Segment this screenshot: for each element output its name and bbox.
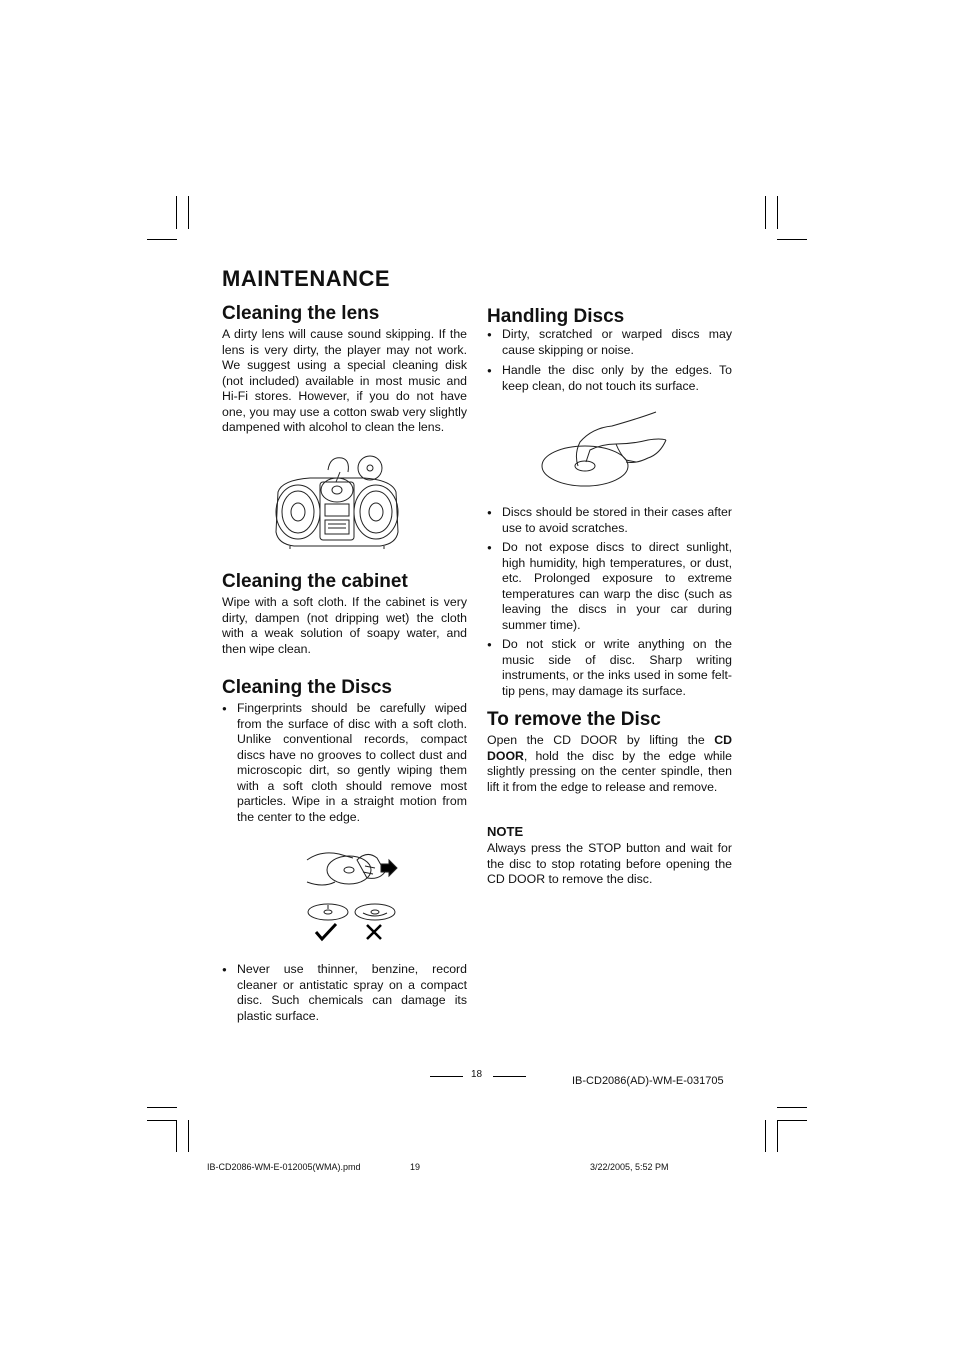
model-code: IB-CD2086(AD)-WM-E-031705 [572,1075,724,1087]
heading-handling-discs: Handling Discs [487,306,625,327]
hand-holding-disc-illustration [540,410,670,490]
disc-wiping-wrong-illustration [353,903,397,923]
handling-bullet-5: ● Do not stick or write anything on the music side of disc. Sharp writing instruments, or the inks used in some felt-tip pens, may damage its surface. [487,637,732,699]
file-page: 19 [410,1162,421,1172]
page-number-rule-right [493,1076,526,1077]
lens-paragraph: A dirty lens will cause sound skipping. If the lens is very dirty, the player may not work. We suggest using a special cleaning disk (not included) available in most music and Hi-Fi stores. However, if you do not have one, you may use a cotton swab very slightly dampened with alcohol to clean the lens. [222,327,467,434]
discs-bullet-2: ● Never use thinner, benzine, record cleaner or antistatic spray on a compact disc. Such chemicals can damage its plastic surface. [222,962,467,1024]
remove-text-post: , hold the disc by the edge while slightly pressing on the center spindle, then lift it from the edge to release and remove. [487,748,732,794]
heading-cleaning-cabinet: Cleaning the cabinet [222,571,408,592]
remove-text-pre: Open the CD DOOR by lifting the [487,733,715,747]
page-number: 18 [471,1069,483,1080]
heading-remove-disc: To remove the Disc [487,709,661,730]
timestamp: 3/22/2005, 5:52 PM [590,1162,669,1172]
handling-bullet-2: ● Handle the disc only by the edges. To keep clean, do not touch its surface. [487,363,732,394]
check-mark-icon [314,922,338,942]
file-name: IB-CD2086-WM-E-012005(WMA).pmd [207,1162,361,1172]
note-paragraph: Always press the STOP button and wait for the disc to stop rotating before opening the CD DOOR to remove the disc. [487,841,732,886]
heading-cleaning-discs: Cleaning the Discs [222,677,392,698]
heading-cleaning-lens: Cleaning the lens [222,303,380,324]
cross-mark-icon [364,922,384,942]
handling-bullet-4: ● Do not expose discs to direct sunlight, high humidity, high temperatures, or dust, etc. Prolonged exposure to extreme temperatures can warp the disc (such as leaving the discs in your car during summer time). [487,540,732,633]
handling-bullet-3: ● Discs should be stored in their cases after use to avoid scratches. [487,505,732,536]
cabinet-paragraph: Wipe with a soft cloth. If the cabinet is very dirty, dampen (not dripping wet) the cloth with a weak solution of soapy water, and then wipe clean. [222,595,467,656]
remove-text-bold: CD DOOR [487,733,732,763]
discs-bullet-1: ● Fingerprints should be carefully wiped from the surface of disc with a soft cloth. Unlike conventional records, compact discs have no grooves to collect dust and microscopic dirt, so gently wiping them with a soft cloth should remove most particles. Wipe in a straight motion from the center to the edge. [222,701,467,825]
wiping-disc-illustration [305,846,400,892]
page-number-rule-left [430,1076,463,1077]
page-title: MAINTENANCE [222,266,391,291]
boombox-illustration [270,452,404,550]
handling-bullet-1: ● Dirty, scratched or warped discs may cause skipping or noise. [487,327,732,358]
remove-paragraph [487,733,732,795]
note-heading: NOTE [487,824,524,839]
